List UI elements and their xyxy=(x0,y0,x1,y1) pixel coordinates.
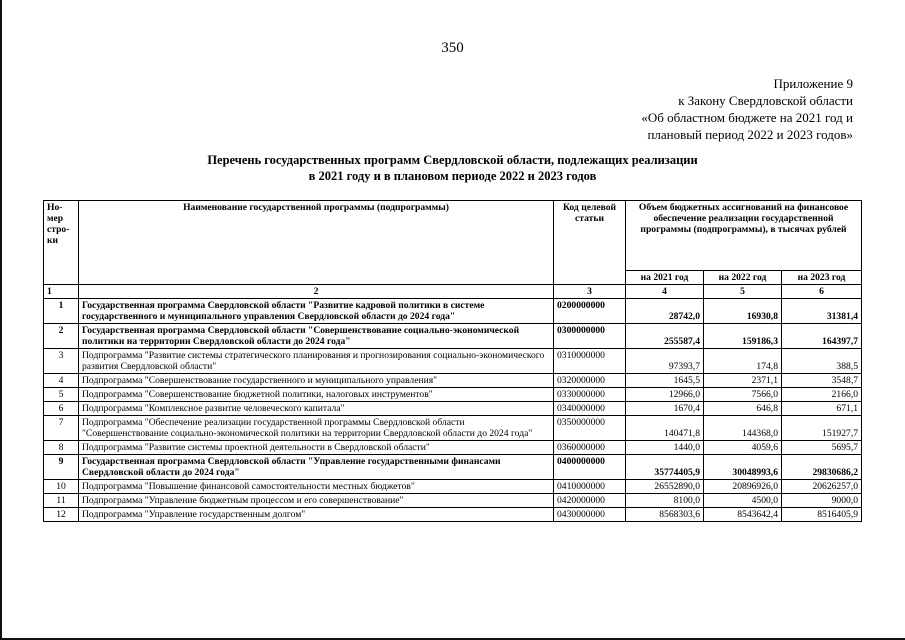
table-row xyxy=(44,416,862,441)
amount-2023-cell: 3548,7 xyxy=(782,374,862,388)
target-code-cell: 0400000000 xyxy=(554,455,626,480)
amount-2021-cell: 8568303,6 xyxy=(626,508,704,522)
amount-2022-cell: 4059,6 xyxy=(704,441,782,455)
row-number-cell: 6 xyxy=(44,402,79,416)
table-row xyxy=(44,388,862,402)
amount-2023-cell: 2166,0 xyxy=(782,388,862,402)
program-name-cell: Подпрограмма "Обеспечение реализации государственной программы Свердловской области "Совершенствование социально-экономической политики на территории Свердловской области до 2024 года" xyxy=(79,416,554,441)
amount-2022-cell: 30048993,6 xyxy=(704,455,782,480)
program-name-cell: Подпрограмма "Управление бюджетным процессом и его совершенствование" xyxy=(79,494,554,508)
row-number-cell: 3 xyxy=(44,349,79,374)
amount-2023-cell: 164397,7 xyxy=(782,324,862,349)
amount-2023-cell: 9000,0 xyxy=(782,494,862,508)
program-name-cell: Подпрограмма "Управление государственным долгом" xyxy=(79,508,554,522)
table-row xyxy=(44,374,862,388)
table-row xyxy=(44,324,862,349)
amount-2021-cell: 8100,0 xyxy=(626,494,704,508)
amount-2021-cell: 1440,0 xyxy=(626,441,704,455)
row-number-cell: 1 xyxy=(44,299,79,324)
amount-2021-cell: 35774405,9 xyxy=(626,455,704,480)
amount-2023-cell: 31381,4 xyxy=(782,299,862,324)
amount-2023-cell: 29830686,2 xyxy=(782,455,862,480)
amount-2023-cell: 151927,7 xyxy=(782,416,862,441)
target-code-cell: 0350000000 xyxy=(554,416,626,441)
table-row xyxy=(44,299,862,324)
target-code-cell: 0430000000 xyxy=(554,508,626,522)
amount-2022-cell: 144368,0 xyxy=(704,416,782,441)
col-number-cell: 5 xyxy=(704,285,782,299)
amount-2022-cell: 20896926,0 xyxy=(704,480,782,494)
amount-2021-cell: 28742,0 xyxy=(626,299,704,324)
target-code-cell: 0420000000 xyxy=(554,494,626,508)
amount-2022-cell: 16930,8 xyxy=(704,299,782,324)
amount-2021-cell: 12966,0 xyxy=(626,388,704,402)
row-number-cell: 5 xyxy=(44,388,79,402)
appendix-line-3: «Об областном бюджете на 2021 год и xyxy=(641,110,853,125)
page-number: 350 xyxy=(441,40,464,56)
header-year-2021: на 2021 год xyxy=(626,271,704,285)
col-number-cell: 6 xyxy=(782,285,862,299)
scan-border-left xyxy=(0,0,2,640)
amount-2021-cell: 1645,5 xyxy=(626,374,704,388)
title-line-1: Перечень государственных программ Свердловской области, подлежащих реализации xyxy=(207,153,698,167)
appendix-line-1: Приложение 9 xyxy=(773,76,853,91)
header-budget-volume: Объем бюджетных ассигнований на финансовое обеспечение реализации государственной программы (подпрограммы), в тысячах рублей xyxy=(626,201,862,271)
amount-2021-cell: 26552890,0 xyxy=(626,480,704,494)
amount-2021-cell: 1670,4 xyxy=(626,402,704,416)
program-name-cell: Государственная программа Свердловской области "Управление государственными финансами Свердловской области до 2024 года" xyxy=(79,455,554,480)
header-program-name: Наименование государственной программы (подпрограммы) xyxy=(79,201,554,285)
target-code-cell: 0200000000 xyxy=(554,299,626,324)
col-number-cell: 4 xyxy=(626,285,704,299)
programs-table xyxy=(43,200,862,522)
amount-2022-cell: 7566,0 xyxy=(704,388,782,402)
amount-2022-cell: 159186,3 xyxy=(704,324,782,349)
title-line-2: в 2021 году и в плановом периоде 2022 и 2023 годов xyxy=(308,169,597,183)
amount-2023-cell: 20626257,0 xyxy=(782,480,862,494)
header-year-2022: на 2022 год xyxy=(704,271,782,285)
table-row xyxy=(44,480,862,494)
header-row xyxy=(44,201,862,271)
program-name-cell: Подпрограмма "Совершенствование государственного и муниципального управления" xyxy=(79,374,554,388)
table-row xyxy=(44,508,862,522)
program-name-cell: Подпрограмма "Совершенствование бюджетной политики, налоговых инструментов" xyxy=(79,388,554,402)
row-number-cell: 7 xyxy=(44,416,79,441)
target-code-cell: 0330000000 xyxy=(554,388,626,402)
program-name-cell: Государственная программа Свердловской области "Развитие кадровой политики в системе государственного и муниципального управления Свердловской области до 2024 года" xyxy=(79,299,554,324)
target-code-cell: 0360000000 xyxy=(554,441,626,455)
target-code-cell: 0300000000 xyxy=(554,324,626,349)
col-number-cell: 1 xyxy=(44,285,79,299)
row-number-cell: 2 xyxy=(44,324,79,349)
amount-2022-cell: 4500,0 xyxy=(704,494,782,508)
table-row xyxy=(44,402,862,416)
table-row xyxy=(44,441,862,455)
amount-2022-cell: 646,8 xyxy=(704,402,782,416)
amount-2022-cell: 8543642,4 xyxy=(704,508,782,522)
header-row-number: Но-мер стро-ки xyxy=(44,201,79,285)
target-code-cell: 0310000000 xyxy=(554,349,626,374)
col-number-cell: 3 xyxy=(554,285,626,299)
appendix-line-4: плановый период 2022 и 2023 годов» xyxy=(647,127,853,142)
header-target-code: Код целевой статьи xyxy=(554,201,626,285)
amount-2022-cell: 2371,1 xyxy=(704,374,782,388)
amount-2021-cell: 255587,4 xyxy=(626,324,704,349)
row-number-cell: 8 xyxy=(44,441,79,455)
appendix-note xyxy=(641,75,853,143)
program-name-cell: Подпрограмма "Развитие системы проектной деятельности в Свердловской области" xyxy=(79,441,554,455)
table-row xyxy=(44,455,862,480)
amount-2023-cell: 388,5 xyxy=(782,349,862,374)
row-number-cell: 12 xyxy=(44,508,79,522)
program-name-cell: Подпрограмма "Повышение финансовой самостоятельности местных бюджетов" xyxy=(79,480,554,494)
amount-2021-cell: 97393,7 xyxy=(626,349,704,374)
table-row xyxy=(44,349,862,374)
program-name-cell: Подпрограмма "Развитие системы стратегического планирования и прогнозирования социально-экономического развития Свердловской области" xyxy=(79,349,554,374)
table-row xyxy=(44,494,862,508)
program-name-cell: Государственная программа Свердловской области "Совершенствование социально-экономической политики на территории Свердловской области до 2024 года" xyxy=(79,324,554,349)
amount-2023-cell: 5695,7 xyxy=(782,441,862,455)
target-code-cell: 0320000000 xyxy=(554,374,626,388)
row-number-cell: 9 xyxy=(44,455,79,480)
header-year-2023: на 2023 год xyxy=(782,271,862,285)
amount-2023-cell: 8516405,9 xyxy=(782,508,862,522)
row-number-cell: 10 xyxy=(44,480,79,494)
target-code-cell: 0340000000 xyxy=(554,402,626,416)
row-number-cell: 4 xyxy=(44,374,79,388)
target-code-cell: 0410000000 xyxy=(554,480,626,494)
program-name-cell: Подпрограмма "Комплексное развитие человеческого капитала" xyxy=(79,402,554,416)
document-title xyxy=(0,152,905,184)
col-number-cell: 2 xyxy=(79,285,554,299)
appendix-line-2: к Закону Свердловской области xyxy=(678,93,853,108)
amount-2022-cell: 174,8 xyxy=(704,349,782,374)
amount-2023-cell: 671,1 xyxy=(782,402,862,416)
amount-2021-cell: 140471,8 xyxy=(626,416,704,441)
column-numbers-row xyxy=(44,285,862,299)
row-number-cell: 11 xyxy=(44,494,79,508)
